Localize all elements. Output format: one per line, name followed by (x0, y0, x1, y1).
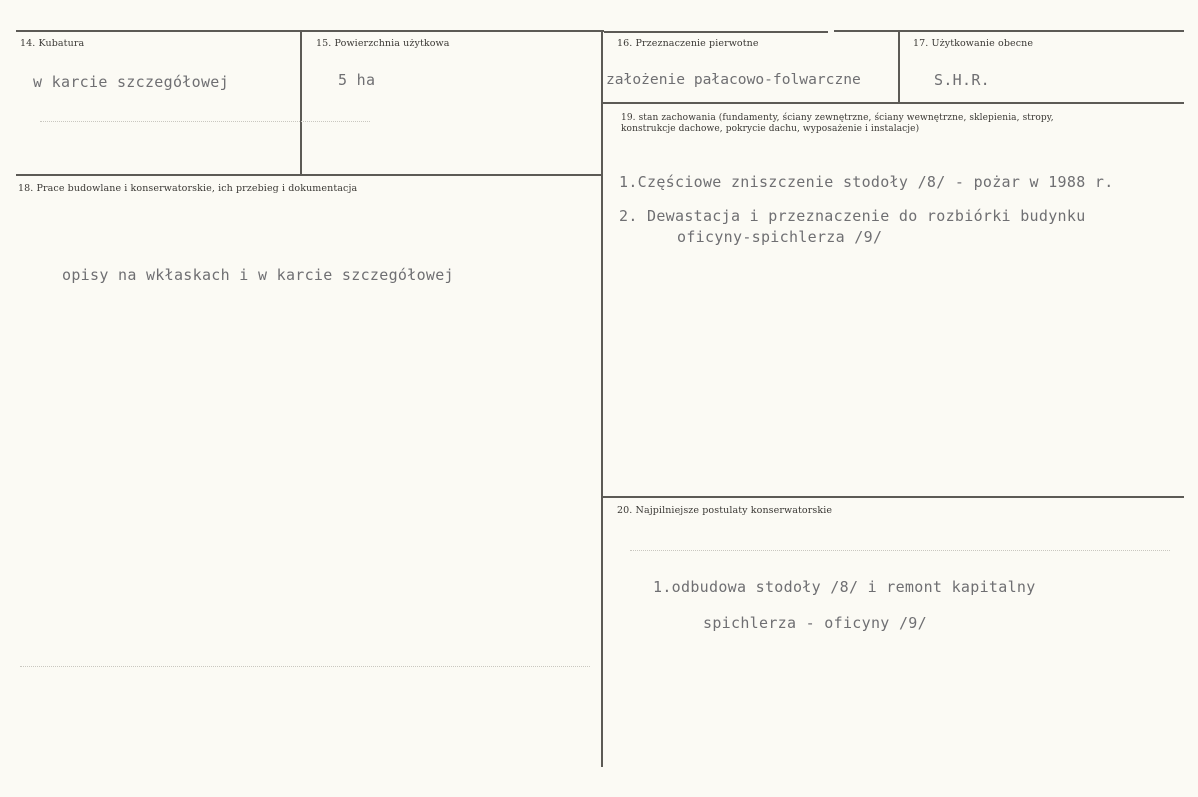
top-border-left (16, 30, 604, 32)
field-19-label-line1: 19. stan zachowania (fundamenty, ściany zewnętrzne, ściany wewnętrzne, sklepienia, stropy, (621, 113, 1054, 123)
field-17-label: 17. Użytkowanie obecne (913, 38, 1034, 49)
field-15-value: 5 ha (338, 71, 376, 89)
field-14-label: 14. Kubatura (20, 38, 85, 49)
field-20-label: 20. Najpilniejsze postulaty konserwatorskie (617, 505, 833, 516)
field-20-item-1: 1.odbudowa stodoły /8/ i remont kapitalny (653, 578, 1036, 596)
field-18-label: 18. Prace budowlane i konserwatorskie, ich przebieg i dokumentacja (18, 183, 358, 194)
top-border-right (834, 30, 1184, 32)
divider-19-20 (603, 496, 1184, 498)
field-16-label: 16. Przeznaczenie pierwotne (617, 38, 759, 49)
field-16-value: założenie pałacowo-folwarczne (606, 71, 861, 88)
field-17-value: S.H.R. (934, 71, 990, 89)
divider-under-14-15 (16, 174, 602, 176)
divider-16-17 (898, 31, 900, 103)
divider-center (601, 31, 603, 767)
field-18-value: opisy na wkłaskach i w karcie szczegółowej (62, 266, 454, 284)
faint-rule (40, 121, 370, 123)
divider-under-16-17 (603, 102, 1184, 104)
field-14-value: w karcie szczegółowej (33, 73, 229, 91)
field-15-label: 15. Powierzchnia użytkowa (316, 38, 450, 49)
field-19-item-2-line1: 2. Dewastacja i przeznaczenie do rozbiórki budynku (619, 207, 1086, 225)
faint-rule (20, 666, 590, 668)
faint-rule (630, 550, 1170, 552)
top-border-mid (604, 31, 828, 33)
divider-14-15 (300, 31, 302, 175)
field-19-item-1: 1.Częściowe zniszczenie stodoły /8/ - pożar w 1988 r. (619, 173, 1114, 191)
field-19-label-line2: konstrukcje dachowe, pokrycie dachu, wyposażenie i instalacje) (621, 124, 920, 134)
field-19-item-2-line2: oficyny-spichlerza /9/ (677, 228, 883, 246)
field-20-item-1-cont: spichlerza - oficyny /9/ (703, 614, 927, 632)
